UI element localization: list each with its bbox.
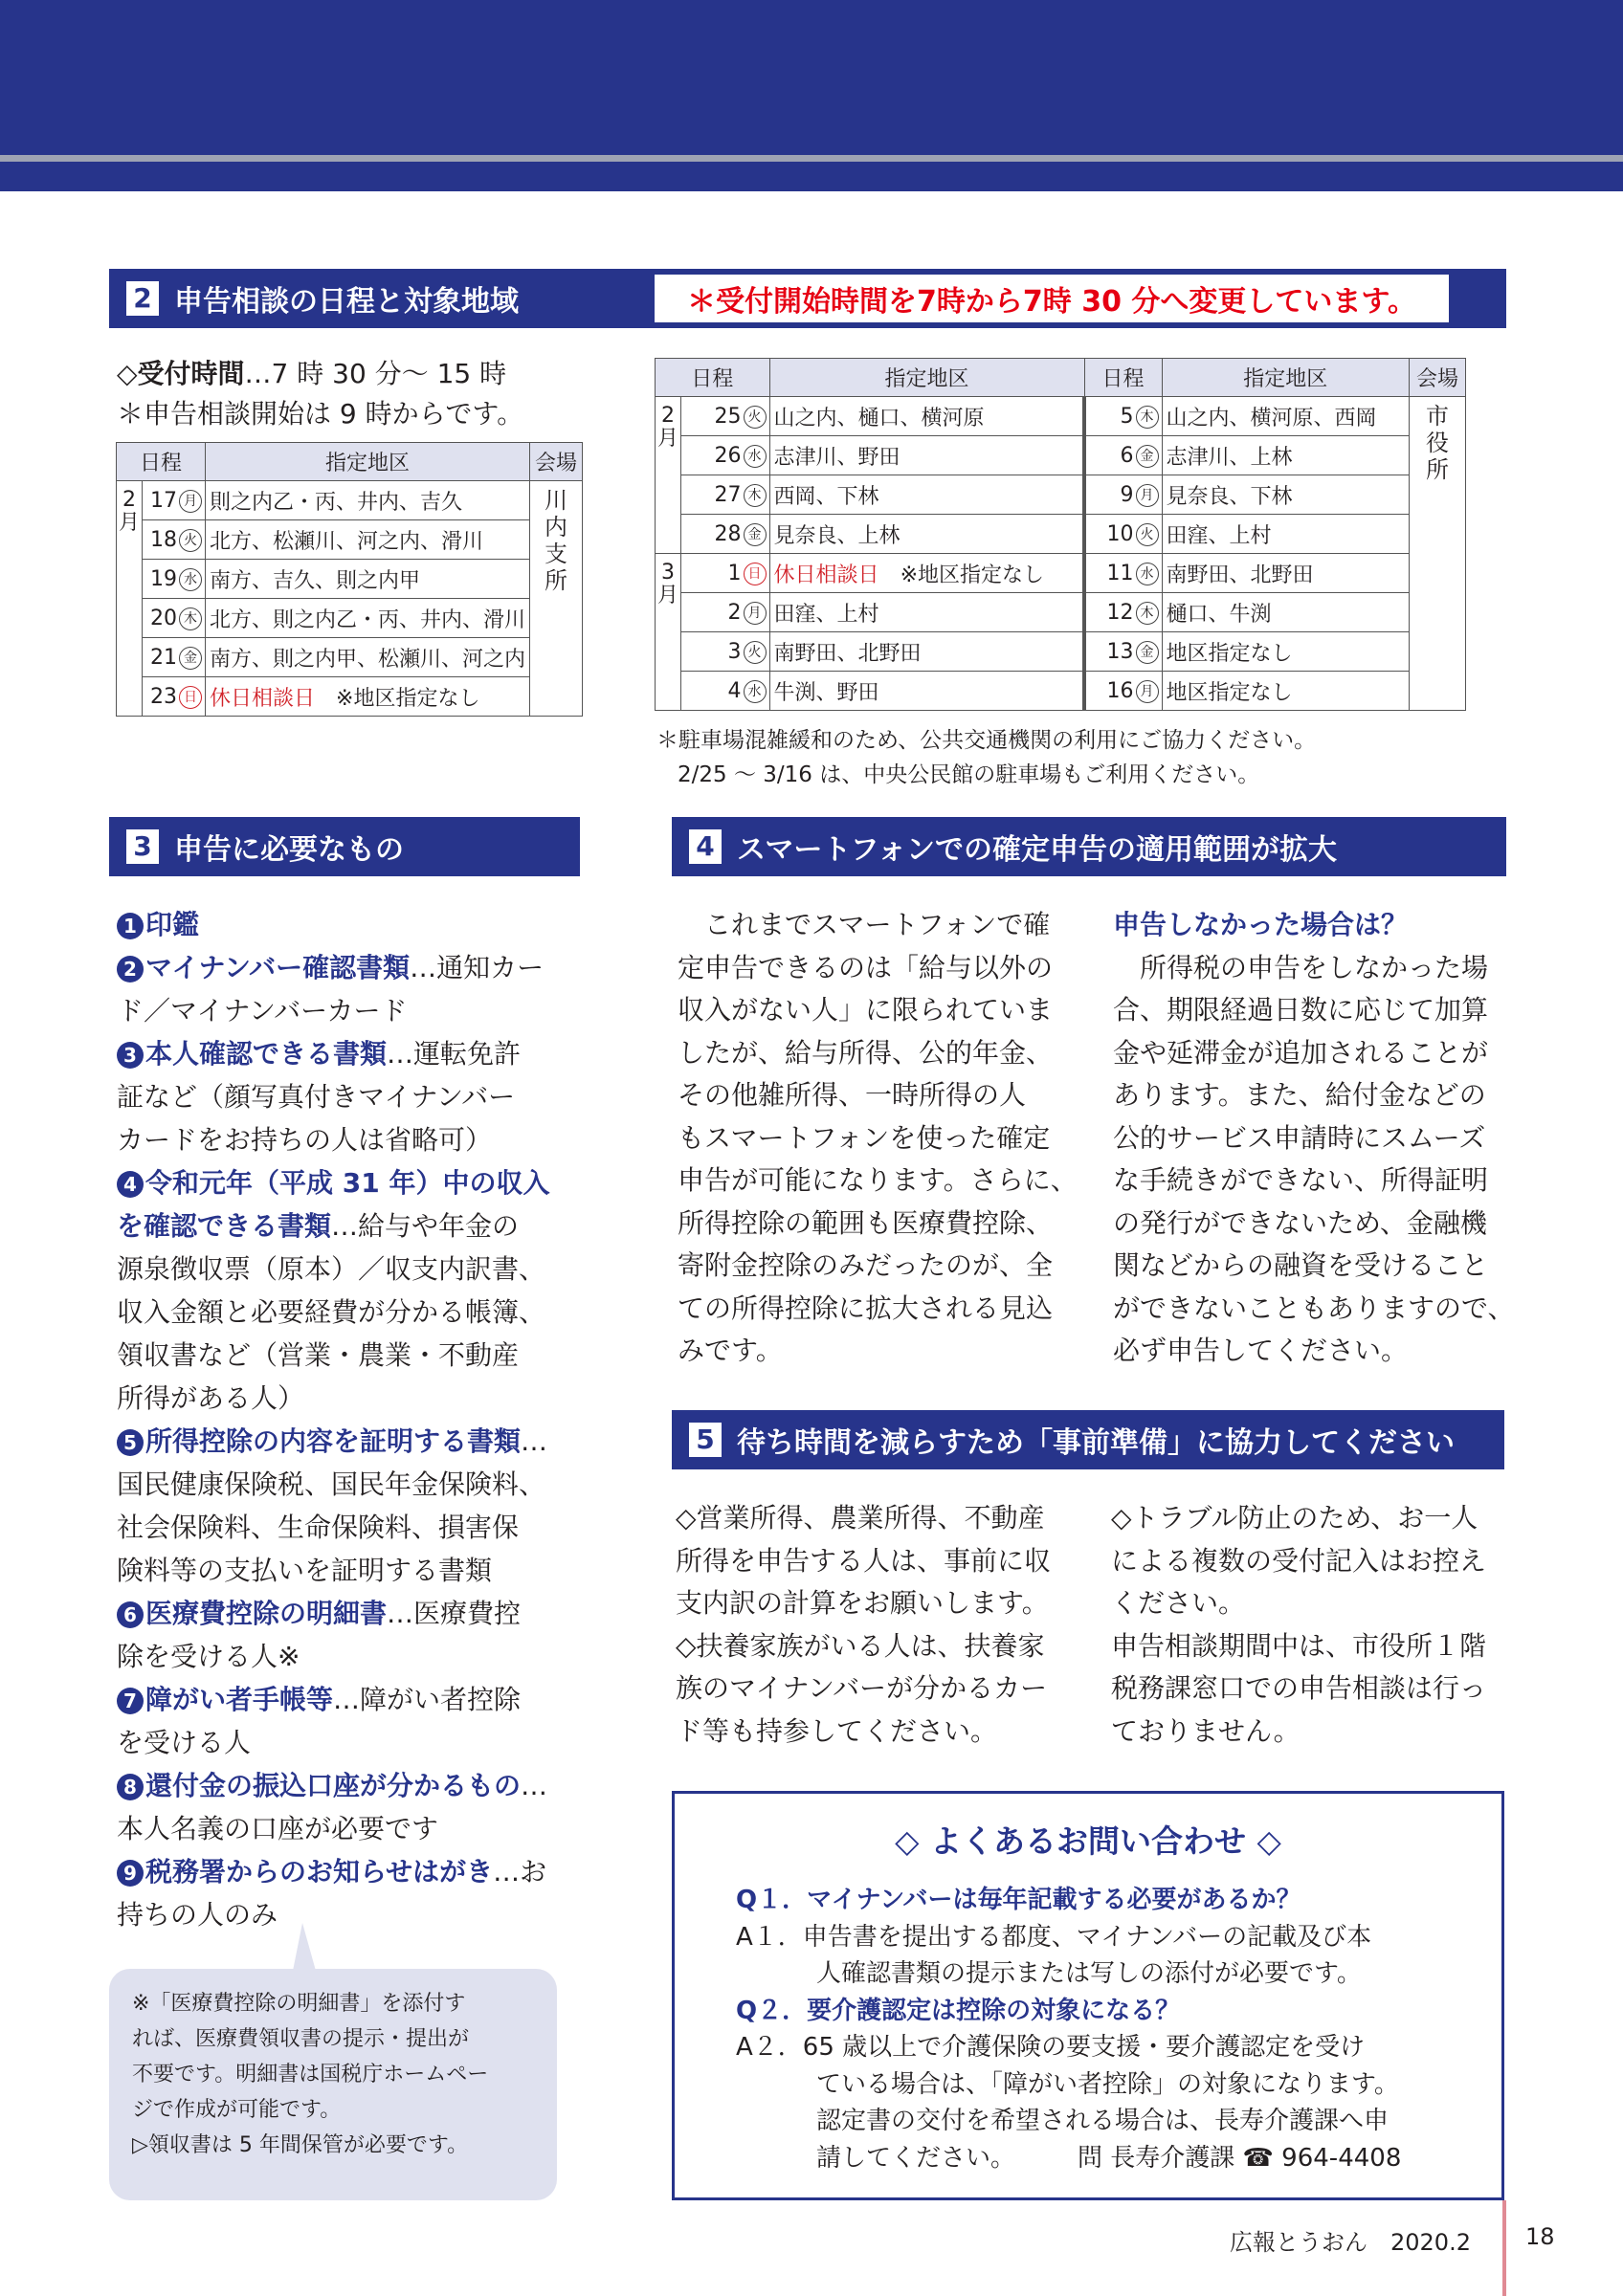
preparation-text [676,1497,1051,1753]
text-line: あります。また、給付金などの [1113,1079,1486,1111]
day-number: 26 [714,443,742,468]
text-line: 収入がない人」に限られていま [678,994,1054,1026]
section-title: 待ち時間を減らすため「事前準備」に協力してください [737,1426,1455,1460]
day-number: 23 [149,684,177,709]
item-detail: …通知カー [410,952,545,983]
area-name: 地区指定なし [1166,680,1293,705]
section-title: スマートフォンでの確定申告の適用範囲が拡大 [737,833,1337,867]
column-header: 指定地区 [769,359,1084,397]
date-cell [143,481,206,520]
item-heading: 税務署からのお知らせはがき [145,1856,494,1888]
day-number: 11 [1106,561,1134,585]
text-line: 支内訳の計算をお願いします。 [676,1587,1049,1619]
date-cell [681,515,770,554]
day-number: 18 [149,527,177,552]
required-item-line [117,1118,549,1161]
schedule-row [117,599,583,638]
item-detail: ド／マイナンバーカード [117,995,408,1027]
schedule-row [656,397,1466,436]
no-filing-subheading: 申告しなかった場合は？ [1113,909,1409,940]
date-cell [143,560,206,599]
month-label: 2 月 [656,397,681,554]
area-cell [1162,515,1409,554]
schedule-row [117,638,583,677]
day-number: 25 [714,404,742,429]
area-cell [769,436,1084,475]
item-heading: 医療費控除の明細書 [145,1598,388,1629]
column-header: 会場 [1410,359,1466,397]
answer-line: 請してください。 問 長寿介護課 ☎ 964-4408 [816,2143,1402,2173]
required-item-line [117,1549,549,1592]
area-cell [769,672,1084,711]
column-header: 指定地区 [205,443,529,481]
item-heading: マイナンバー確認書類 [145,952,411,983]
date-cell [143,520,206,560]
weekday-marker: 月 [1136,680,1159,703]
faq-answer-2 [736,2029,1401,2176]
area-name: 山之内、横河原、西岡 [1166,406,1377,430]
weekday-marker: 火 [744,406,767,429]
required-item-line [117,1161,549,1204]
item-detail: …運転免許 [387,1038,522,1070]
weekday-marker: 水 [744,445,767,468]
answer-line: A２．65 歳以上で介護保険の要支援・要介護認定を受け [736,2033,1366,2062]
date-cell [681,593,770,632]
day-number: 19 [149,566,177,591]
day-number: 12 [1106,600,1134,625]
item-detail: … [521,1770,548,1801]
text-line: したが、給与所得、公的年金、 [678,1036,1054,1069]
required-item-line [117,1204,549,1247]
schedule-row [117,560,583,599]
text-line: ができないこともありますので、 [1113,1292,1515,1324]
weekday-marker: 月 [1136,484,1159,507]
schedule-row [656,632,1466,672]
text-line: ◇営業所得、農業所得、不動産 [676,1502,1045,1534]
area-cell [205,481,529,520]
text-line: これまでスマートフォンで確 [678,909,1051,940]
area-name: 志津川、野田 [773,445,900,470]
text-line: な手続きができない、所得証明 [1113,1164,1489,1196]
area-cell [769,554,1084,593]
date-cell [1084,554,1162,593]
text-line: もスマートフォンを使った確定 [678,1121,1051,1154]
item-detail: 国民健康保険税、国民年金保険料、 [117,1468,546,1500]
text-line: 申告相談期間中は、市役所１階 [1111,1629,1487,1662]
item-detail: 証など（顔写真付きマイナンバー [117,1081,516,1113]
text-line: 公的サービス申請時にスムーズ [1113,1121,1486,1154]
day-number: 13 [1106,639,1134,664]
weekday-marker: 金 [744,523,767,546]
weekday-marker: 月 [179,490,202,513]
bubble-tail [293,1923,316,1971]
date-cell [681,436,770,475]
header-stripe [0,155,1623,162]
weekday-marker: 水 [744,680,767,703]
required-item-line [117,1764,549,1807]
weekday-marker: 水 [1136,563,1159,585]
text-line: みです。 [678,1335,783,1366]
day-number: 3 [727,639,742,664]
area-name: 南野田、北野田 [773,641,922,666]
item-number-badge: 8 [117,1774,144,1800]
area-name: 休日相談日 [209,686,315,711]
schedule-table-kawauchi [116,442,583,717]
section-number: 5 [689,1423,722,1457]
text-line: 所得を申告する人は、事前に収 [676,1544,1052,1577]
reception-time [117,354,523,434]
day-number: 16 [1106,678,1134,703]
area-note: ※地区指定なし [336,686,480,711]
faq-body [736,1882,1401,2176]
section-number: 2 [126,281,159,316]
item-number-badge: 6 [117,1601,144,1628]
item-heading: を確認できる書類 [117,1210,332,1242]
trouble-prevention-text [1111,1497,1486,1753]
area-cell [205,677,529,717]
weekday-marker: 金 [1136,445,1159,468]
required-item-line [117,1377,549,1420]
area-cell [1162,554,1409,593]
weekday-marker: 火 [1136,523,1159,546]
section3-heading [109,817,580,876]
column-header: 会場 [530,443,583,481]
required-item-line [117,1334,549,1377]
text-line: 族のマイナンバーが分かるカー [676,1672,1048,1704]
header-banner [0,0,1623,155]
day-number: 9 [1120,482,1134,507]
date-cell [1084,632,1162,672]
date-cell [1084,593,1162,632]
item-heading: 本人確認できる書類 [145,1038,388,1070]
text-line: 合、期限経過日数に応じて加算 [1113,994,1489,1026]
area-name: 山之内、樋口、横河原 [773,406,985,430]
faq-answer-1 [736,1919,1401,1993]
section4-heading [672,817,1506,876]
required-item-line [117,1291,549,1334]
area-cell [1162,436,1409,475]
column-header: 日程 [117,443,206,481]
area-name: 北方、松瀬川、河之内、滑川 [209,529,483,554]
column-header: 指定地区 [1162,359,1409,397]
text-line: 税務課窓口での申告相談は行っ [1111,1672,1487,1704]
venue-label: 市 役 所 [1410,397,1466,711]
required-item-line [117,1463,549,1506]
column-header: 日程 [656,359,770,397]
parking-note-line1: ＊駐車場混雑緩和のため、公共交通機関の利用にご協力ください。 [656,728,1317,753]
publication-label: 広報とうおん 2020.2 [1230,2229,1471,2256]
area-name: 樋口、牛渕 [1166,602,1272,627]
weekday-marker: 木 [1136,602,1159,625]
month-label: 3 月 [656,554,681,711]
area-name: 見奈良、下林 [1166,484,1293,509]
section5-heading [672,1410,1504,1469]
area-cell [769,593,1084,632]
text-line: 申告が可能になります。さらに、 [678,1164,1078,1196]
area-name: 志津川、上林 [1166,445,1293,470]
no-filing-body [1113,947,1514,1373]
reception-label: ◇受付時間 [117,358,245,389]
text-line: の発行ができないため、金融機 [1113,1206,1487,1239]
item-detail: 領収書など（営業・農業・不動産 [117,1339,520,1371]
item-detail: 社会保険料、生命保険料、損害保 [117,1512,520,1543]
day-number: 1 [727,561,742,585]
required-item-line [117,1850,549,1893]
day-number: 27 [714,482,742,507]
text-line: による複数の受付記入はお控え [1111,1544,1487,1577]
area-name: 休日相談日 [773,563,879,587]
month-label: 2 月 [117,481,143,717]
item-heading: 所得控除の内容を証明する書類 [145,1425,522,1457]
venue-label: 川 内 支 所 [530,481,583,717]
weekday-marker: 木 [1136,406,1159,429]
area-name: 南野田、北野田 [1166,563,1314,587]
day-number: 6 [1120,443,1134,468]
weekday-marker: 水 [179,568,202,591]
area-name: 西岡、下林 [773,484,879,509]
area-name: 南方、吉久、則之内甲 [209,568,420,593]
day-number: 5 [1120,404,1134,429]
item-number-badge: 9 [117,1860,144,1887]
area-cell [1162,672,1409,711]
weekday-marker: 木 [744,484,767,507]
day-number: 4 [727,678,742,703]
weekday-marker: 金 [1136,641,1159,664]
day-number: 21 [149,645,177,670]
item-detail: 険料等の支払いを証明する書類 [117,1555,493,1586]
schedule-row [656,436,1466,475]
schedule-row [656,515,1466,554]
text-line: ◇扶養家族がいる人は、扶養家 [676,1629,1045,1662]
required-item-line [117,1075,549,1118]
text-line: 金や延滞金が追加されることが [1113,1036,1489,1069]
answer-line: A１．申告書を提出する都度、マイナンバーの記載及び本 [736,1922,1372,1952]
item-detail: 源泉徴収票（原本）／収支内訳書、 [117,1253,546,1285]
area-name: 見奈良、上林 [773,523,900,548]
date-cell [1084,672,1162,711]
answer-line: 人確認書類の提示または写しの添付が必要です。 [816,1959,1362,1988]
start-note: ＊申告相談開始は 9 時からです。 [117,398,524,430]
faq-box [672,1791,1504,2200]
header-band [0,162,1623,191]
section-number: 4 [689,829,722,864]
medical-note-bubble [109,1969,557,2200]
required-item-line [117,946,549,989]
faq-question-1: Q１．マイナンバーは毎年記載する必要があるか？ [736,1886,1301,1914]
answer-line: ている場合は、「障がい者控除」の対象になります。 [816,2069,1399,2099]
item-number-badge: 2 [117,956,144,982]
schedule-table-cityhall [655,358,1466,711]
area-name: 田窪、上村 [1166,523,1272,548]
area-name: 地区指定なし [1166,641,1293,666]
section-number: 3 [126,829,159,864]
faq-question-2: Q２．要介護認定は控除の対象になる？ [736,1996,1181,2025]
weekday-marker: 火 [179,529,202,552]
schedule-row [656,475,1466,515]
day-number: 20 [149,606,177,630]
faq-title: ◇ よくあるお問い合わせ ◇ [895,1822,1281,1860]
area-cell [769,515,1084,554]
required-item-line [117,1032,549,1075]
text-line: 寄附金控除のみだったのが、全 [678,1249,1054,1281]
area-cell [769,632,1084,672]
schedule-row [117,481,583,520]
bubble-line: ※「医療費控除の明細書」を添付す [132,1992,466,2016]
item-number-badge: 7 [117,1688,144,1714]
area-cell [769,397,1084,436]
smartphone-text [678,904,1078,1373]
required-item-line [117,1678,549,1721]
text-line: 所得税の申告をしなかった場 [1113,951,1489,983]
area-cell [1162,632,1409,672]
item-detail: … [521,1425,548,1457]
schedule-row [656,593,1466,632]
item-detail: 所得がある人） [117,1382,305,1414]
area-name: 牛渕、野田 [773,680,879,705]
table-header-row [656,359,1466,397]
required-item-line [117,1247,549,1291]
item-heading: 還付金の振込口座が分かるもの [145,1770,522,1801]
text-line: ておりません。 [1111,1714,1301,1747]
answer-line: 認定書の交付を希望される場合は、長寿介護課へ申 [816,2107,1390,2135]
weekday-marker: 月 [744,602,767,625]
area-name: 南方、則之内甲、松瀬川、河之内 [209,647,525,672]
reception-value: …7 時 30 分～ 15 時 [244,358,507,389]
day-number: 2 [727,600,742,625]
area-name: 田窪、上村 [773,602,879,627]
weekday-marker: 金 [179,647,202,670]
date-cell [681,475,770,515]
weekday-marker: 日 [744,563,767,585]
item-heading: 印鑑 [145,909,200,940]
required-item-line [117,989,549,1032]
section-title: 申告相談の日程と対象地域 [174,285,519,319]
text-line: 必ず申告してください。 [1113,1335,1409,1366]
item-detail: 除を受ける人※ [117,1641,300,1672]
area-cell [1162,475,1409,515]
section-title: 申告に必要なもの [174,833,404,867]
date-cell [681,554,770,593]
schedule-row [117,677,583,717]
item-detail: を受ける人 [117,1727,252,1758]
area-name: 北方、則之内乙・丙、井内、滑川 [209,607,525,632]
text-line: 関などからの融資を受けること [1113,1249,1489,1281]
weekday-marker: 日 [179,686,202,709]
item-number-badge: 3 [117,1042,144,1069]
item-detail: 持ちの人のみ [117,1899,278,1931]
text-line: 定申告できるのは「給与以外の [678,951,1054,983]
schedule-row [656,554,1466,593]
bubble-line: れば、医療費領収書の提示・提出が [132,2027,470,2051]
page-number: 18 [1525,2223,1555,2250]
parking-note [656,723,1316,792]
date-cell [1084,397,1162,436]
item-detail: …お [493,1856,547,1888]
required-item-line [117,1506,549,1549]
time-change-notice: ＊受付開始時間を7時から7時 30 分へ変更しています。 [655,275,1449,322]
day-number: 28 [714,521,742,546]
column-header: 日程 [1084,359,1162,397]
parking-note-line2: 2/25 ～ 3/16 は、中央公民館の駐車場もご利用ください。 [678,762,1260,787]
required-item-line [117,1420,549,1463]
area-cell [1162,397,1409,436]
date-cell [1084,475,1162,515]
item-detail: …障がい者控除 [333,1684,522,1715]
item-number-badge: 5 [117,1429,144,1456]
text-line: ◇トラブル防止のため、お一人 [1111,1502,1478,1534]
text-line: 所得控除の範囲も医療費控除、 [678,1206,1054,1239]
item-heading: 障がい者手帳等 [145,1684,334,1715]
item-heading: 令和元年（平成 31 年）中の収入 [145,1167,550,1199]
bubble-line: ▷領収書は 5 年間保管が必要です。 [132,2133,469,2157]
area-cell [769,475,1084,515]
date-cell [1084,515,1162,554]
area-note: ※地区指定なし [900,563,1044,587]
date-cell [143,638,206,677]
date-cell [1084,436,1162,475]
area-cell [205,599,529,638]
bubble-line: ジで作成が可能です。 [132,2098,342,2122]
text-line: その他雑所得、一時所得の人 [678,1079,1027,1111]
area-cell [1162,593,1409,632]
item-number-badge: 1 [117,913,144,939]
text-line: ての所得控除に拡大される見込 [678,1292,1054,1324]
required-item-line [117,1635,549,1678]
bubble-line: 不要です。明細書は国税庁ホームペー [132,2063,489,2086]
schedule-row [656,672,1466,711]
required-item-line [117,903,549,946]
area-cell [205,560,529,599]
date-cell [143,599,206,638]
no-filing-text [1113,904,1514,1373]
required-item-line [117,1592,549,1635]
weekday-marker: 火 [744,641,767,664]
area-name: 則之内乙・丙、井内、吉久 [209,490,462,515]
weekday-marker: 木 [179,607,202,630]
schedule-row [117,520,583,560]
day-number: 10 [1106,521,1134,546]
item-number-badge: 4 [117,1171,144,1198]
date-cell [681,672,770,711]
text-line: ください。 [1111,1587,1246,1619]
date-cell [143,677,206,717]
date-cell [681,397,770,436]
required-item-line [117,1721,549,1764]
item-detail: 本人名義の口座が必要です [117,1813,439,1844]
item-detail: …医療費控 [387,1598,522,1629]
item-detail: …給与や年金の [331,1210,520,1242]
item-detail: カードをお持ちの人は省略可） [117,1124,493,1156]
day-number: 17 [149,488,177,513]
area-cell [205,638,529,677]
required-item-line [117,1893,549,1936]
item-detail: 収入金額と必要経費が分かる帳簿、 [117,1296,546,1328]
text-line: ド等も持参してください。 [676,1714,998,1747]
area-cell [205,520,529,560]
date-cell [681,632,770,672]
footer-divider [1502,2200,1506,2296]
required-item-line [117,1807,549,1850]
table-header-row [117,443,583,481]
required-items-list [117,903,549,1936]
